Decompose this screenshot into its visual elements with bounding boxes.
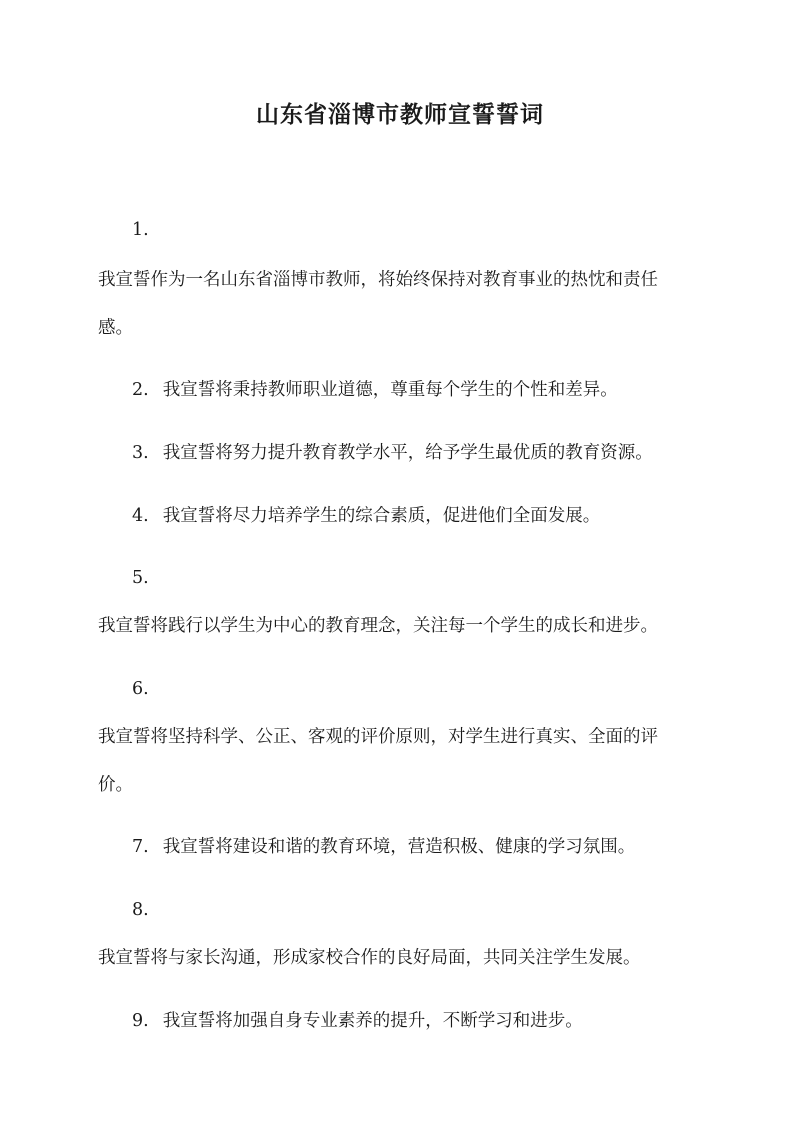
item-7-text: 我宣誓将建设和谐的教育环境，营造积极、健康的学习氛围。 [162,837,636,857]
item-2-text: 我宣誓将秉持教师职业道德，尊重每个学生的个性和差异。 [162,380,618,400]
item-1-number: 1. [132,220,149,240]
item-6-number: 6. [132,679,149,699]
item-1-text-line-1: 我宣誓作为一名山东省淄博市教师，将始终保持对教育事业的热忱和责任 [98,270,658,290]
item-3-number: 3. [132,443,149,463]
item-5-text-line-1: 我宣誓将践行以学生为中心的教育理念，关注每一个学生的成长和进步。 [98,616,658,636]
item-4-text: 我宣誓将尽力培养学生的综合素质，促进他们全面发展。 [162,506,601,526]
item-2-number: 2. [132,380,149,400]
item-9 [132,1009,583,1033]
item-3 [132,441,653,465]
item-5-number: 5. [132,568,149,588]
item-9-number: 9. [132,1011,149,1031]
item-9-text: 我宣誓将加强自身专业素养的提升，不断学习和进步。 [162,1011,583,1031]
item-7 [132,835,635,859]
item-4-number: 4. [132,506,149,526]
item-4 [132,504,600,528]
document-title: 山东省淄博市教师宣誓誓词 [256,101,544,128]
item-3-text: 我宣誓将努力提升教育教学水平，给予学生最优质的教育资源。 [162,443,653,463]
item-7-number: 7. [132,837,149,857]
item-6-text-line-1: 我宣誓将坚持科学、公正、客观的评价原则，对学生进行真实、全面的评 [98,727,658,747]
item-6-text-line-2: 价。 [98,775,133,795]
item-2 [132,378,618,402]
item-1-text-line-2: 感。 [98,318,133,338]
item-8-text-line-1: 我宣誓将与家长沟通，形成家校合作的良好局面，共同关注学生发展。 [98,948,641,968]
item-8-number: 8. [132,900,149,920]
